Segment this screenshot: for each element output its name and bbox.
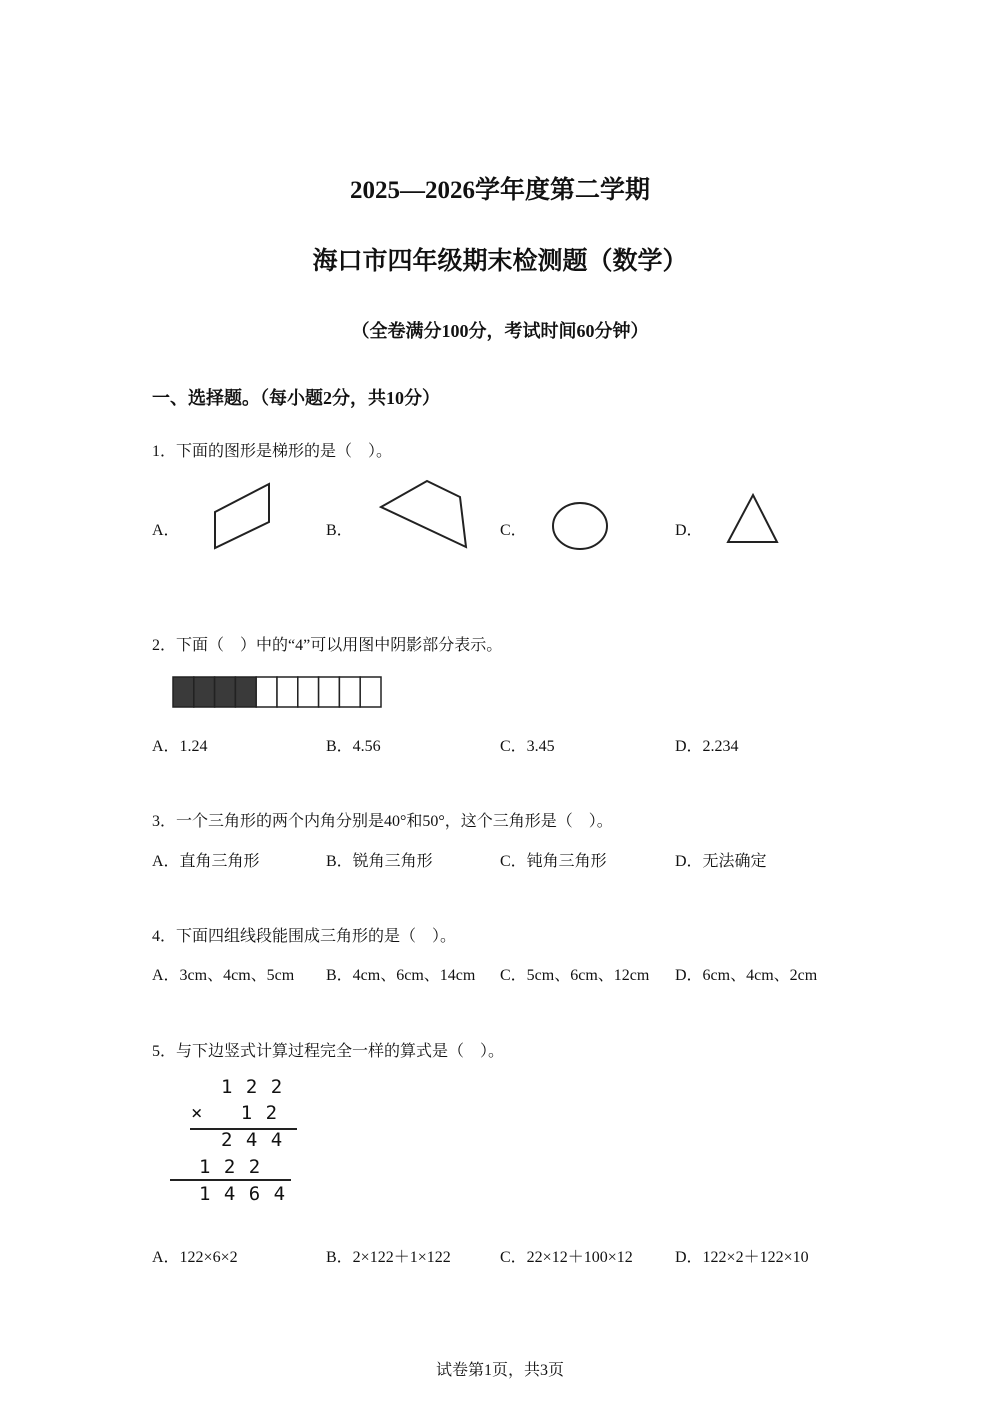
q5-option-a: A．122×6×2: [152, 1249, 238, 1266]
exam-title-line2: 海口市四年级期末检测题（数学）: [312, 248, 688, 275]
q4-option-b: B．4cm、6cm、14cm: [326, 967, 476, 984]
q2-option-b: B．4.56: [326, 738, 381, 755]
q5-option-c: C．22×12＋100×12: [500, 1249, 633, 1266]
q1-option-b-label: B．: [326, 522, 353, 539]
exam-title-line1: 2025—2026学年度第二学期: [349, 177, 650, 204]
vertical-row-3: 2 4 4: [221, 1129, 284, 1151]
question-4-text: 4．下面四组线段能围成三角形的是（ ）。: [152, 928, 457, 945]
vertical-row-4: 1 2 2: [199, 1156, 262, 1178]
q2-option-c: C．3.45: [500, 738, 555, 755]
q2-option-d: D．2.234: [675, 738, 739, 755]
q3-option-b: B．锐角三角形: [326, 853, 433, 870]
section-heading: 一、选择题。（每小题2分，共10分）: [152, 388, 440, 408]
q5-option-b: B．2×122＋1×122: [326, 1249, 451, 1266]
q1-option-a-label: A．: [152, 522, 180, 539]
vertical-row-2: × 1 2: [191, 1102, 279, 1124]
q3-option-c: C．钝角三角形: [500, 853, 607, 870]
q4-option-d: D．6cm、4cm、2cm: [675, 967, 818, 984]
q3-option-d: D．无法确定: [675, 853, 767, 870]
exam-subtitle: （全卷满分100分，考试时间60分钟）: [351, 321, 649, 341]
q1-option-d-label: D．: [675, 522, 703, 539]
question-1-text: 1．下面的图形是梯形的是（ ）。: [152, 443, 393, 460]
page-footer: 试卷第1页，共3页: [435, 1362, 564, 1379]
q1-option-c-label: C．: [500, 522, 527, 539]
vertical-row-1: 1 2 2: [221, 1076, 284, 1098]
question-3-text: 3．一个三角形的两个内角分别是40°和50°，这个三角形是（ ）。: [152, 813, 613, 830]
q3-option-a: A．直角三角形: [152, 853, 260, 870]
vertical-row-5: 1 4 6 4: [199, 1183, 287, 1205]
question-5-text: 5．与下边竖式计算过程完全一样的算式是（ ）。: [152, 1043, 505, 1060]
q5-option-d: D．122×2＋122×10: [675, 1249, 809, 1266]
q4-option-a: A．3cm、4cm、5cm: [152, 967, 295, 984]
q4-option-c: C．5cm、6cm、12cm: [500, 967, 650, 984]
q2-option-a: A．1.24: [152, 738, 208, 755]
question-2-text: 2．下面（ ）中的“4”可以用图中阴影部分表示。: [152, 637, 503, 654]
